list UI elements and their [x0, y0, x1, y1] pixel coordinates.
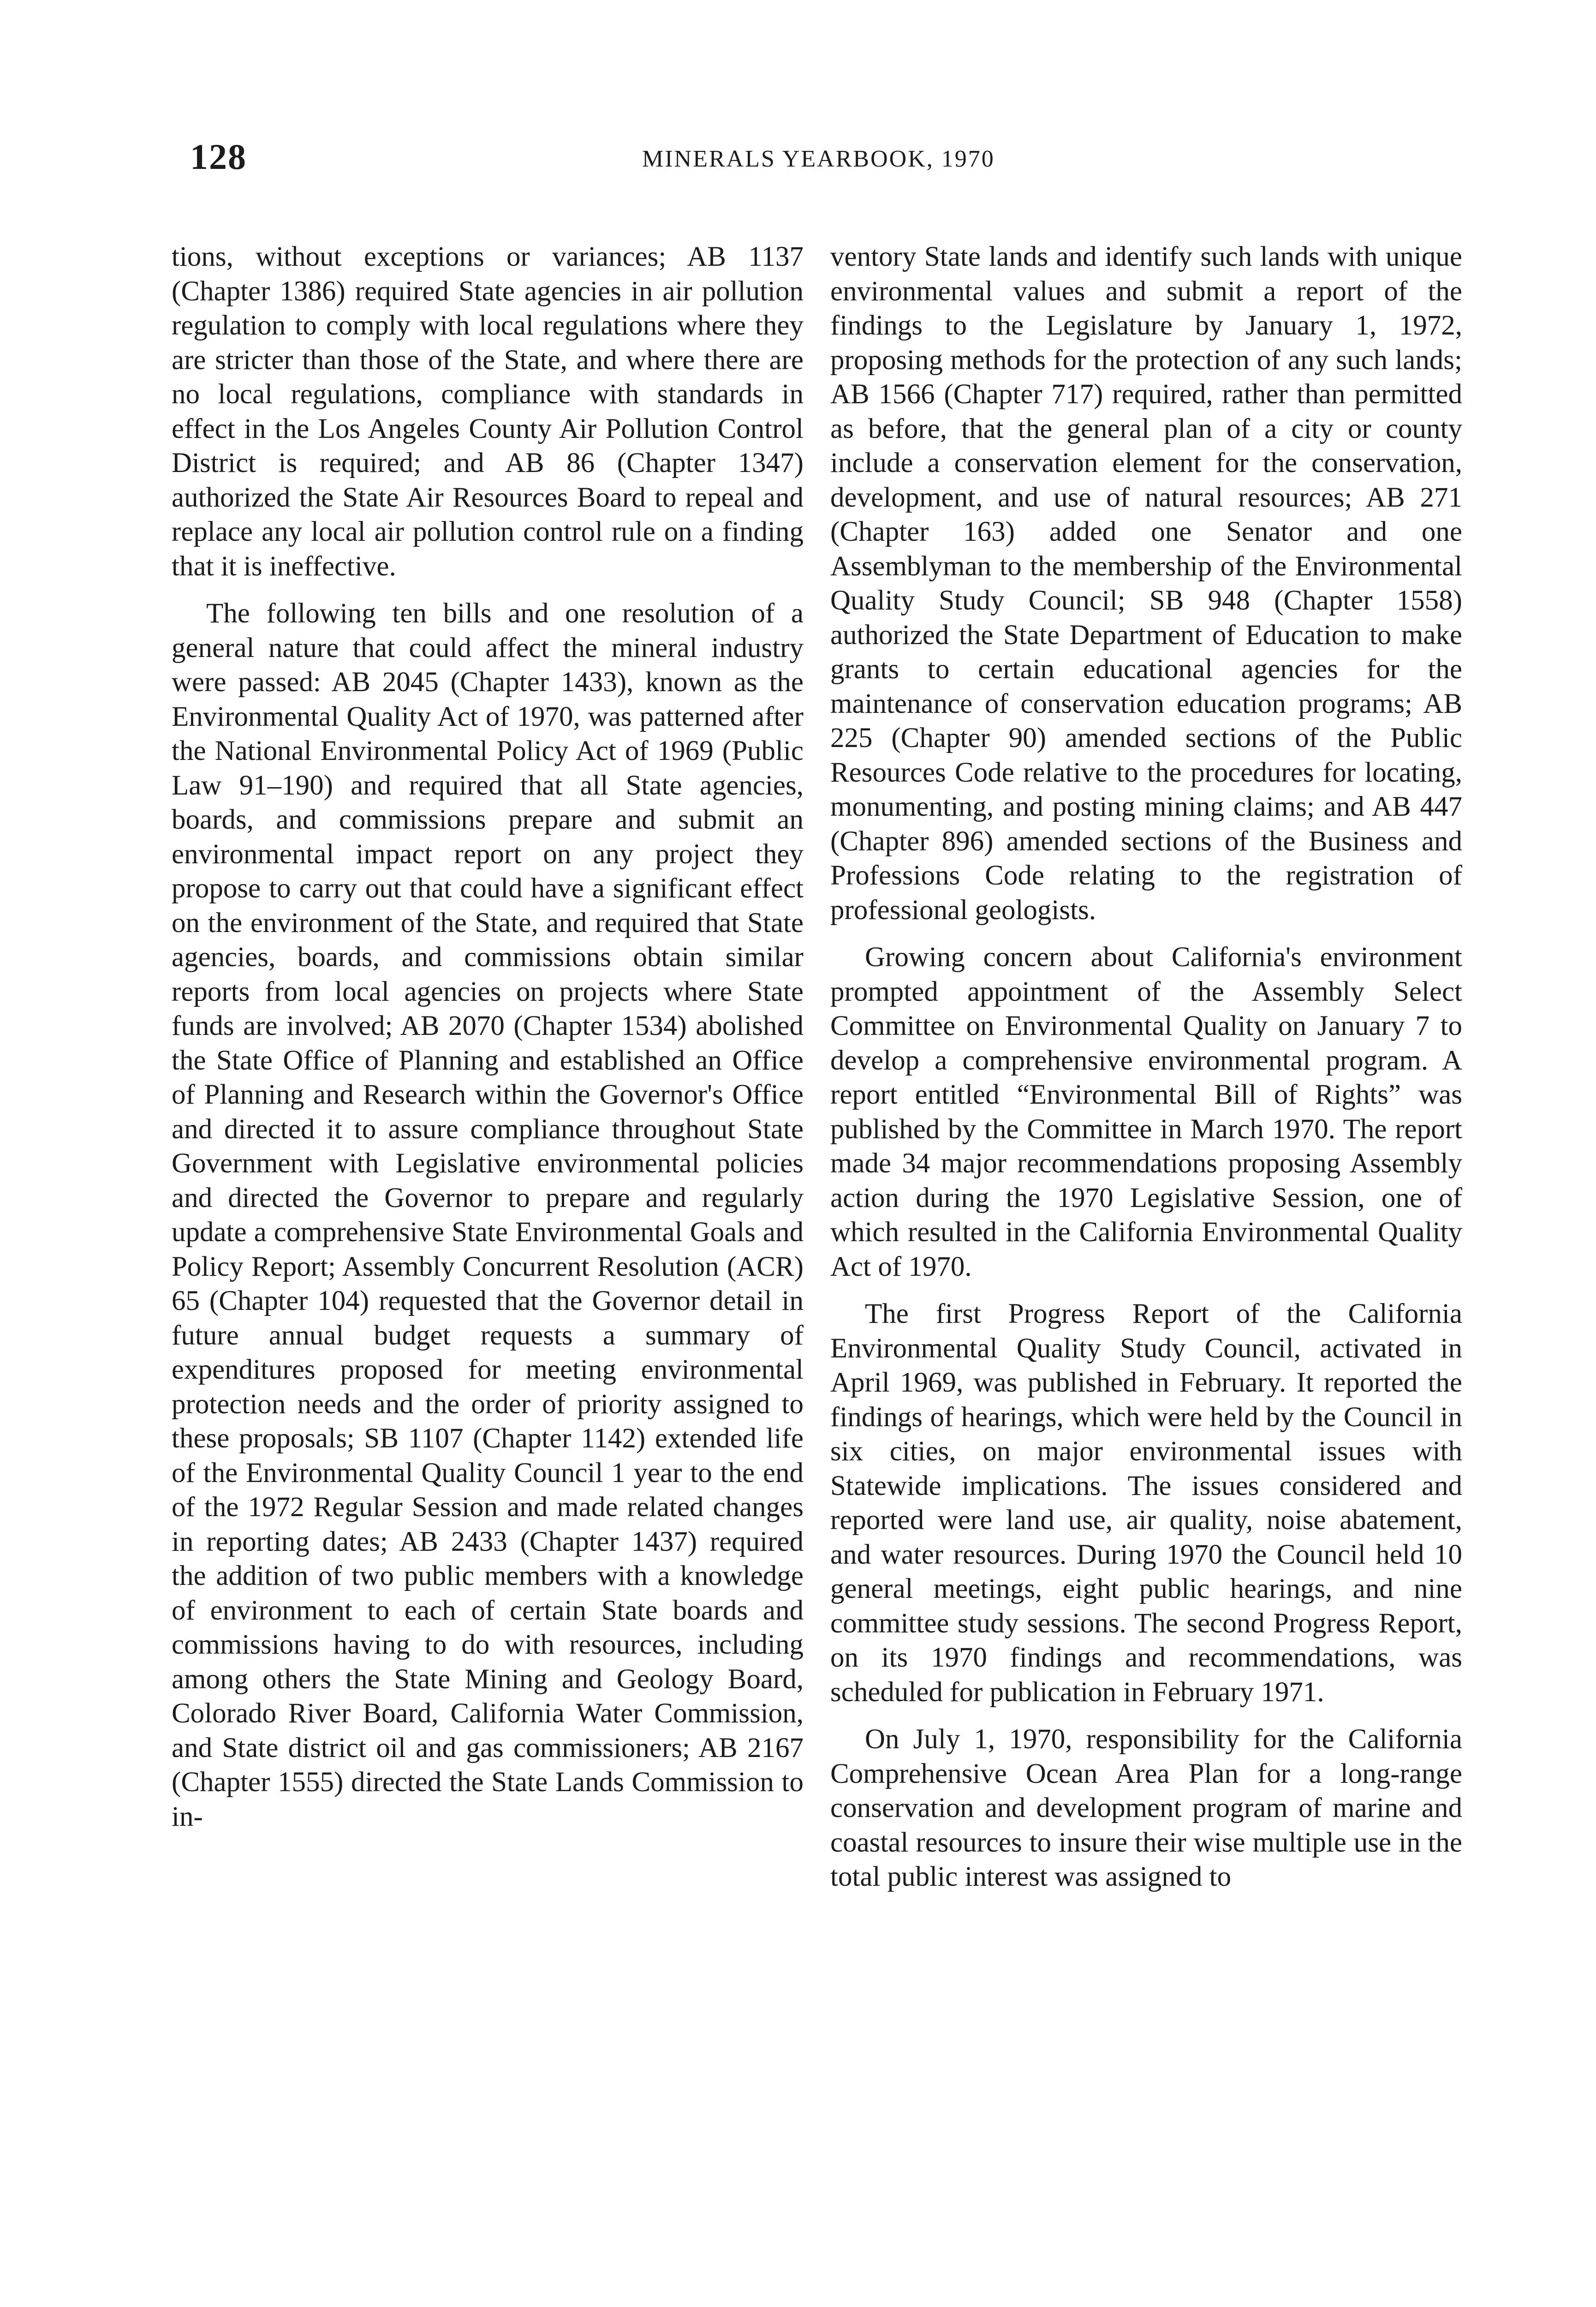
right-paragraph-3: The first Progress Report of the California Environmental Quality Study Council, activated in April 1969, was published in February. It reported the findings of hearings, which were held by the Council in six cities, on major environmental issues with Statewide implications. The issues considered and reported were land use, air quality, noise abatement, and water resources. During 1970 the Council held 10 general meetings, eight public hearings, and nine committee study sessions. The second Progress Report, on its 1970 findings and recommendations, was scheduled for publication in February 1971. [830, 1298, 1462, 1708]
left-column [172, 240, 804, 1847]
right-column [830, 240, 1462, 1907]
running-head [190, 134, 1440, 180]
journal-title: MINERALS YEARBOOK, 1970 [642, 146, 995, 172]
right-paragraph-2: Growing concern about California's environment prompted appointment of the Assembly Select Committee on Environmental Quality on January 7 to develop a comprehensive environmental program. A report entitled “Environmental Bill of Rights” was published by the Committee in March 1970. The report made 34 major recommendations proposing Assembly action during the 1970 Legislative Session, one of which resulted in the California Environmental Quality Act of 1970. [830, 942, 1462, 1282]
right-paragraph-4: On July 1, 1970, responsibility for the California Comprehensive Ocean Area Plan for a long-range conservation and development program of marine and coastal resources to insure their wise multiple use in the total public interest was assigned to [830, 1724, 1462, 1892]
left-paragraph-2: The following ten bills and one resolution of a general nature that could affect the mineral industry were passed: AB 2045 (Chapter 1433), known as the Environmental Quality Act of 1970, was patterned after the National Environmental Policy Act of 1969 (Public Law 91–190) and required that all State agencies, boards, and commissions prepare and submit an environmental impact report on any project they propose to carry out that could have a significant effect on the environment of the State, and required that State agencies, boards, and commissions obtain similar reports from local agencies on projects where State funds are involved; AB 2070 (Chapter 1534) abolished the State Office of Planning and established an Office of Planning and Research within the Governor's Office and directed it to assure compliance throughout State Government with Legislative environmental policies and directed the Governor to prepare and regularly update a comprehensive State Environmental Goals and Policy Report; Assembly Concurrent Resolution (ACR) 65 (Chapter 104) requested that the Governor detail in future annual budget requests a summary of expenditures proposed for meeting environmental protection needs and the order of priority assigned to these proposals; SB 1107 (Chapter 1142) extended life of the Environmental Quality Council 1 year to the end of the 1972 Regular Session and made related changes in reporting dates; AB 2433 (Chapter 1437) required the addition of two public members with a knowledge of environment to each of certain State boards and commissions having to do with resources, including among others the State Mining and Geology Board, Colorado River Board, California Water Commission, and State district oil and gas commissioners; AB 2167 (Chapter 1555) directed the State Lands Commission to in- [172, 598, 804, 1832]
page-number: 128 [190, 137, 247, 177]
right-paragraph-1: ventory State lands and identify such lands with unique environmental values and submit a report of the findings to the Legislature by January 1, 1972, proposing methods for the protection of any such lands; AB 1566 (Chapter 717) required, rather than permitted as before, that the general plan of a city or county include a conservation element for the conservation, development, and use of natural resources; AB 271 (Chapter 163) added one Senator and one Assemblyman to the membership of the Environmental Quality Study Council; SB 948 (Chapter 1558) authorized the State Department of Education to make grants to certain educational agencies for the maintenance of conservation education programs; AB 225 (Chapter 90) amended sections of the Public Resources Code relative to the procedures for locating, monumenting, and posting mining claims; and AB 447 (Chapter 896) amended sections of the Business and Professions Code relating to the registration of professional geologists. [830, 241, 1462, 926]
left-paragraph-1: tions, without exceptions or variances; AB 1137 (Chapter 1386) required State agencies in air pollution regulation to comply with local regulations where they are stricter than those of the State, and where there are no local regulations, compliance with standards in effect in the Los Angeles County Air Pollution Control District is required; and AB 86 (Chapter 1347) authorized the State Air Resources Board to repeal and replace any local air pollution control rule on a finding that it is ineffective. [172, 241, 804, 582]
